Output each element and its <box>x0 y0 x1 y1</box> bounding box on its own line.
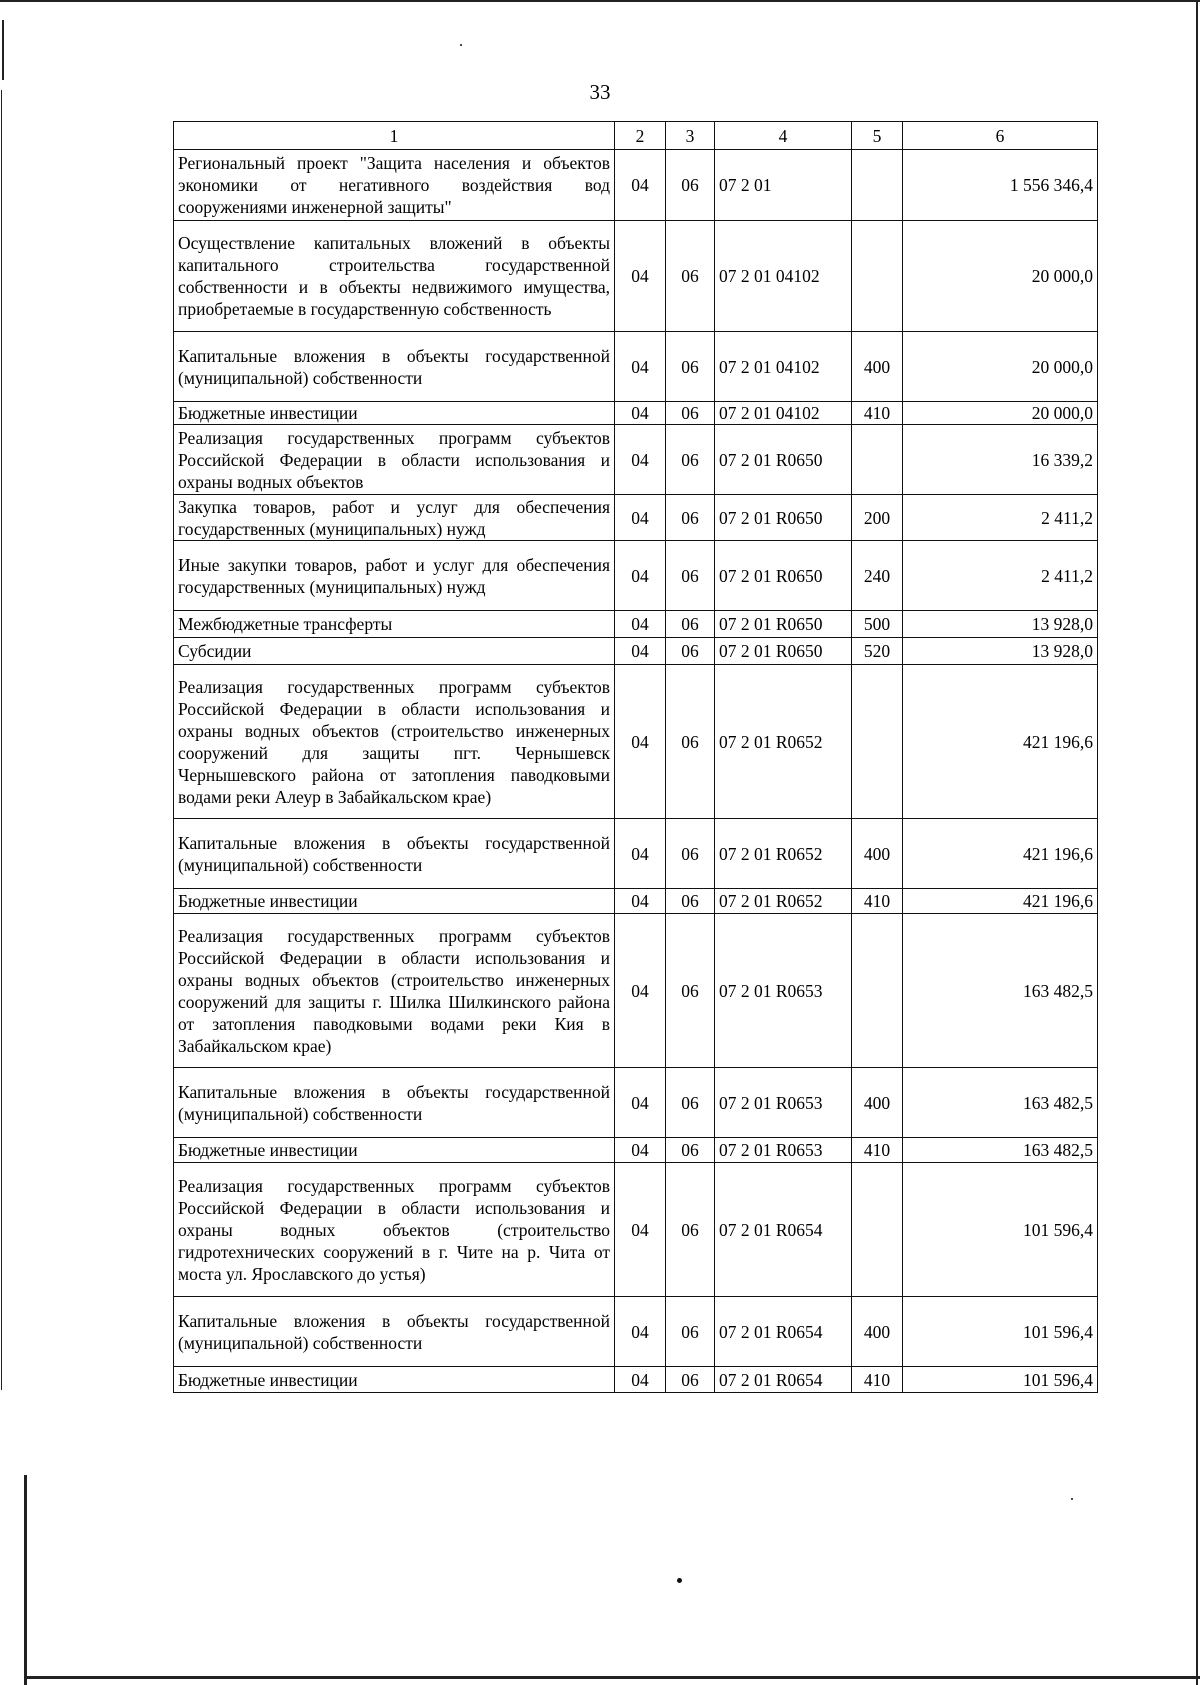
subsection-code: 06 <box>666 1068 715 1138</box>
amount: 101 596,4 <box>903 1163 1098 1297</box>
target-article-code: 07 2 01 R0650 <box>715 611 852 638</box>
item-name: Субсидии <box>174 638 615 665</box>
subsection-code: 06 <box>666 819 715 889</box>
item-name: Осуществление капитальных вложений в объекты капитального строительства государственной собственности и в объекты недвижимого имущества, приобретаемые в государственную собственность <box>174 221 615 332</box>
subsection-code: 06 <box>666 1163 715 1297</box>
column-number: 4 <box>715 122 852 150</box>
amount: 13 928,0 <box>903 611 1098 638</box>
column-number: 1 <box>174 122 615 150</box>
target-article-code: 07 2 01 <box>715 150 852 221</box>
expense-type-code: 400 <box>852 1297 903 1367</box>
subsection-code: 06 <box>666 638 715 665</box>
target-article-code: 07 2 01 R0654 <box>715 1163 852 1297</box>
subsection-code: 06 <box>666 1138 715 1163</box>
expense-type-code: 410 <box>852 1138 903 1163</box>
table-row <box>174 332 1098 402</box>
item-name: Бюджетные инвестиции <box>174 889 615 914</box>
amount: 1 556 346,4 <box>903 150 1098 221</box>
section-code: 04 <box>615 819 666 889</box>
scan-border-right <box>1196 0 1198 1685</box>
section-code: 04 <box>615 914 666 1068</box>
section-code: 04 <box>615 889 666 914</box>
table-row <box>174 1367 1098 1393</box>
section-code: 04 <box>615 150 666 221</box>
item-name: Реализация государственных программ субъектов Российской Федерации в области использования и охраны водных объектов <box>174 425 615 495</box>
column-number: 2 <box>615 122 666 150</box>
target-article-code: 07 2 01 R0653 <box>715 1138 852 1163</box>
item-name: Капитальные вложения в объекты государственной (муниципальной) собственности <box>174 1297 615 1367</box>
amount: 20 000,0 <box>903 221 1098 332</box>
section-code: 04 <box>615 1297 666 1367</box>
expense-type-code <box>852 221 903 332</box>
amount: 2 411,2 <box>903 495 1098 541</box>
section-code: 04 <box>615 1367 666 1393</box>
expense-type-code: 500 <box>852 611 903 638</box>
section-code: 04 <box>615 1068 666 1138</box>
item-name: Региональный проект "Защита населения и объектов экономики от негативного воздействия вод сооружениями инженерной защиты" <box>174 150 615 221</box>
expense-type-code: 410 <box>852 1367 903 1393</box>
subsection-code: 06 <box>666 1297 715 1367</box>
subsection-code: 06 <box>666 221 715 332</box>
expense-type-code: 240 <box>852 541 903 611</box>
subsection-code: 06 <box>666 1367 715 1393</box>
table-body <box>174 150 1098 1393</box>
subsection-code: 06 <box>666 541 715 611</box>
table-row <box>174 889 1098 914</box>
amount: 163 482,5 <box>903 914 1098 1068</box>
section-code: 04 <box>615 665 666 819</box>
target-article-code: 07 2 01 04102 <box>715 402 852 425</box>
section-code: 04 <box>615 1163 666 1297</box>
section-code: 04 <box>615 541 666 611</box>
column-number: 3 <box>666 122 715 150</box>
expense-type-code <box>852 665 903 819</box>
subsection-code: 06 <box>666 665 715 819</box>
scan-border-left-lower <box>24 1475 27 1685</box>
table-row <box>174 1163 1098 1297</box>
section-code: 04 <box>615 495 666 541</box>
target-article-code: 07 2 01 R0650 <box>715 638 852 665</box>
scan-border-left-upper <box>2 20 4 80</box>
subsection-code: 06 <box>666 332 715 402</box>
item-name: Бюджетные инвестиции <box>174 1138 615 1163</box>
table-row <box>174 402 1098 425</box>
scan-border-left-mid <box>1 90 2 1390</box>
expense-type-code <box>852 425 903 495</box>
scan-speck <box>677 1578 682 1583</box>
table-row <box>174 1138 1098 1163</box>
column-number-row <box>174 122 1098 150</box>
target-article-code: 07 2 01 R0654 <box>715 1297 852 1367</box>
amount: 421 196,6 <box>903 665 1098 819</box>
target-article-code: 07 2 01 R0653 <box>715 1068 852 1138</box>
target-article-code: 07 2 01 04102 <box>715 332 852 402</box>
scan-speck <box>1071 1498 1073 1500</box>
expense-type-code <box>852 914 903 1068</box>
table-row <box>174 221 1098 332</box>
table-row <box>174 914 1098 1068</box>
section-code: 04 <box>615 611 666 638</box>
expense-type-code: 400 <box>852 819 903 889</box>
section-code: 04 <box>615 425 666 495</box>
subsection-code: 06 <box>666 150 715 221</box>
table-row <box>174 1297 1098 1367</box>
column-number: 6 <box>903 122 1098 150</box>
amount: 20 000,0 <box>903 402 1098 425</box>
amount: 421 196,6 <box>903 889 1098 914</box>
scan-border-top <box>0 0 1200 2</box>
expense-type-code: 410 <box>852 889 903 914</box>
target-article-code: 07 2 01 R0652 <box>715 889 852 914</box>
amount: 101 596,4 <box>903 1297 1098 1367</box>
amount: 20 000,0 <box>903 332 1098 402</box>
scan-speck <box>460 44 462 46</box>
section-code: 04 <box>615 1138 666 1163</box>
item-name: Капитальные вложения в объекты государственной (муниципальной) собственности <box>174 332 615 402</box>
subsection-code: 06 <box>666 495 715 541</box>
item-name: Капитальные вложения в объекты государственной (муниципальной) собственности <box>174 1068 615 1138</box>
scan-border-bottom <box>24 1676 1200 1679</box>
table-row <box>174 541 1098 611</box>
item-name: Межбюджетные трансферты <box>174 611 615 638</box>
section-code: 04 <box>615 638 666 665</box>
column-number: 5 <box>852 122 903 150</box>
item-name: Реализация государственных программ субъектов Российской Федерации в области использования и охраны водных объектов (строительство инженерных сооружений для защиты пгт. Чернышевск Чернышевского района от затопления паводковыми водами реки Алеур в Забайкальском крае) <box>174 665 615 819</box>
expense-type-code <box>852 1163 903 1297</box>
section-code: 04 <box>615 402 666 425</box>
amount: 421 196,6 <box>903 819 1098 889</box>
table-row <box>174 611 1098 638</box>
subsection-code: 06 <box>666 425 715 495</box>
target-article-code: 07 2 01 R0652 <box>715 819 852 889</box>
budget-table <box>173 121 1098 1393</box>
item-name: Закупка товаров, работ и услуг для обеспечения государственных (муниципальных) нужд <box>174 495 615 541</box>
target-article-code: 07 2 01 R0650 <box>715 425 852 495</box>
target-article-code: 07 2 01 R0650 <box>715 541 852 611</box>
amount: 13 928,0 <box>903 638 1098 665</box>
target-article-code: 07 2 01 R0650 <box>715 495 852 541</box>
amount: 2 411,2 <box>903 541 1098 611</box>
item-name: Бюджетные инвестиции <box>174 402 615 425</box>
section-code: 04 <box>615 332 666 402</box>
expense-type-code: 410 <box>852 402 903 425</box>
table-row <box>174 1068 1098 1138</box>
expense-type-code: 200 <box>852 495 903 541</box>
page-number: 33 <box>589 80 611 104</box>
table-row <box>174 150 1098 221</box>
item-name: Капитальные вложения в объекты государственной (муниципальной) собственности <box>174 819 615 889</box>
amount: 163 482,5 <box>903 1138 1098 1163</box>
target-article-code: 07 2 01 R0654 <box>715 1367 852 1393</box>
expense-type-code: 520 <box>852 638 903 665</box>
subsection-code: 06 <box>666 889 715 914</box>
table-row <box>174 495 1098 541</box>
item-name: Иные закупки товаров, работ и услуг для обеспечения государственных (муниципальных) нужд <box>174 541 615 611</box>
section-code: 04 <box>615 221 666 332</box>
amount: 16 339,2 <box>903 425 1098 495</box>
subsection-code: 06 <box>666 611 715 638</box>
amount: 163 482,5 <box>903 1068 1098 1138</box>
table-row <box>174 665 1098 819</box>
table-row <box>174 819 1098 889</box>
item-name: Реализация государственных программ субъектов Российской Федерации в области использования и охраны водных объектов (строительство гидротехнических сооружений в г. Чите на р. Чита от моста ул. Ярославского до устья) <box>174 1163 615 1297</box>
target-article-code: 07 2 01 R0652 <box>715 665 852 819</box>
item-name: Бюджетные инвестиции <box>174 1367 615 1393</box>
subsection-code: 06 <box>666 914 715 1068</box>
expense-type-code <box>852 150 903 221</box>
subsection-code: 06 <box>666 402 715 425</box>
target-article-code: 07 2 01 R0653 <box>715 914 852 1068</box>
table-row <box>174 638 1098 665</box>
table-row <box>174 425 1098 495</box>
expense-type-code: 400 <box>852 332 903 402</box>
target-article-code: 07 2 01 04102 <box>715 221 852 332</box>
amount: 101 596,4 <box>903 1367 1098 1393</box>
item-name: Реализация государственных программ субъектов Российской Федерации в области использования и охраны водных объектов (строительство инженерных сооружений для защиты г. Шилка Шилкинского района от затопления паводковыми водами реки Кия в Забайкальском крае) <box>174 914 615 1068</box>
expense-type-code: 400 <box>852 1068 903 1138</box>
